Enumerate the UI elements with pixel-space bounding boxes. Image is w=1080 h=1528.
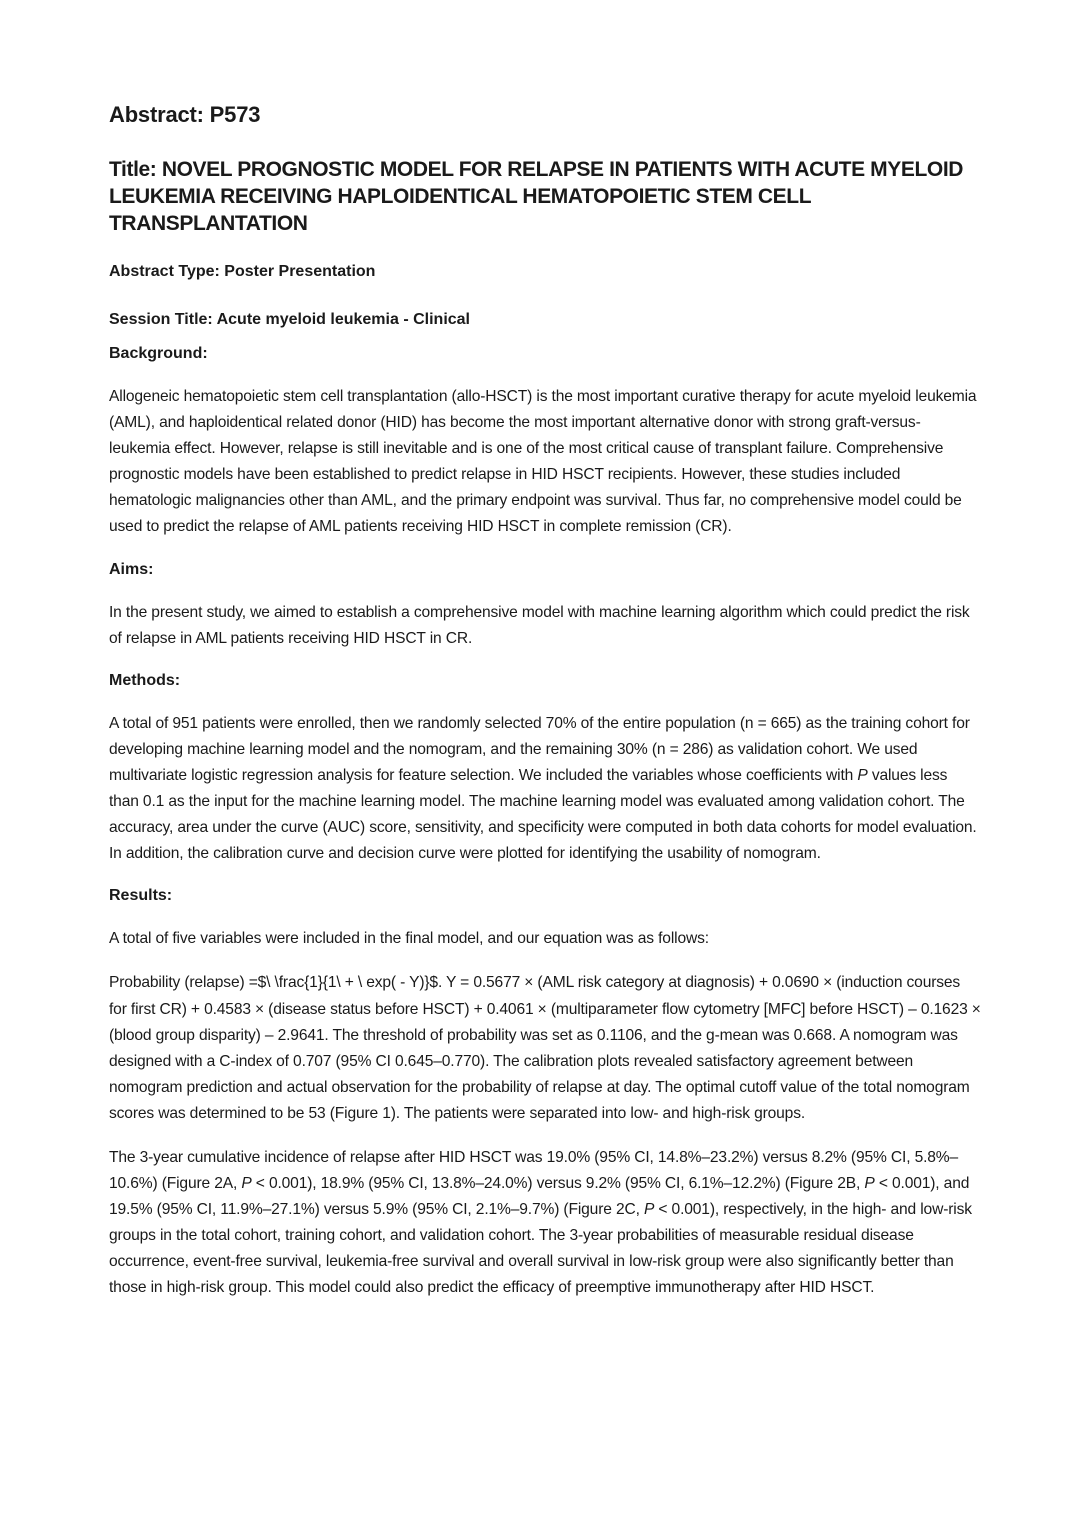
results-equation-text: Probability (relapse) =$\ \frac{1}{1\ + \ exp( - Y)}$. Y = 0.5677 × (AML risk category at diagnosis) + 0.0690 × (induction courses for first CR) + 0.4583 × (disease status before HSCT) + 0.4061 × (multiparameter flow cytometry [MFC] before HSCT) – 0.1623 × (blood group disparity) – 2.9641. The threshold of probability was set as 0.1106, and the g-mean was 0.668. A nomogram was designed with a C-index of 0.707 (95% CI 0.645–0.770). The calibration plots revealed satisfactory agreement between nomogram prediction and actual observation for the probability of relapse at day. The optimal cutoff value of the total nomogram scores was determined to be 53 (Figure 1). The patients were separated into low- and high-risk groups.: [109, 974, 981, 1122]
abstract-page: [109, 100, 981, 1320]
session-title: Session Title: Acute myeloid leukemia - Clinical: [109, 311, 470, 328]
results-text-part: < 0.001), 18.9% (95% CI, 13.8%–24.0%) versus 9.2% (95% CI, 6.1%–12.2%) (Figure 2B,: [251, 1175, 865, 1193]
p-value-symbol: P: [241, 1175, 252, 1193]
background-text: Allogeneic hematopoietic stem cell transplantation (allo-HSCT) is the most important curative therapy for acute myeloid leukemia (AML), and haploidentical related donor (HID) has become the most important alternative donor with strong graft-versus-leukemia effect. However, relapse is still inevitable and is one of the most critical cause of transplant failure. Comprehensive prognostic models have been established to predict relapse in HID HSCT recipients. However, these studies included hematologic malignancies other than AML, and the primary endpoint was survival. Thus far, no comprehensive model could be used to predict the relapse of AML patients receiving HID HSCT in complete remission (CR).: [109, 388, 977, 536]
results-text-part: < 0.001), respectively, in the high- and low-risk groups in the total cohort, training cohort, and validation cohort. The 3-year probabilities of measurable residual disease occurrence, event-free survival, leukemia-free survival and overall survival in low-risk group were also significantly better than those in high-risk group. This model could also predict the efficacy of preemptive immunotherapy after HID HSCT.: [109, 1201, 972, 1297]
aims-text: In the present study, we aimed to establish a comprehensive model with machine learning algorithm which could predict the risk of relapse in AML patients receiving HID HSCT in CR.: [109, 603, 970, 647]
abstract-number: Abstract: P573: [109, 102, 261, 127]
p-value-symbol: P: [864, 1175, 875, 1193]
methods-text-part: A total of 951 patients were enrolled, then we randomly selected 70% of the entire population (n = 665) as the training cohort for developing machine learning model and the nomogram, and the remaining 30% (n = 286) as validation cohort. We used multivariate logistic regression analysis for feature selection. We included the variables whose coefficients with: [109, 714, 970, 784]
methods-text: [109, 711, 981, 868]
p-value-symbol: P: [857, 766, 868, 784]
abstract-type: Abstract Type: Poster Presentation: [109, 263, 376, 280]
results-text-part: < 0.001), and 19.5% (95% CI, 11.9%–27.1%) versus 5.9% (95% CI, 2.1%–9.7%) (Figure 2C,: [109, 1175, 970, 1219]
aims-heading: Aims:: [109, 560, 154, 578]
abstract-title: Title: NOVEL PROGNOSTIC MODEL FOR RELAPSE IN PATIENTS WITH ACUTE MYELOID LEUKEMIA RECEIVING HAPLOIDENTICAL HEMATOPOIETIC STEM CELL TRANSPLANTATION: [109, 158, 964, 235]
results-text-part: The 3-year cumulative incidence of relapse after HID HSCT was 19.0% (95% CI, 14.8%–23.2%) versus 8.2% (95% CI, 5.8%–10.6%) (Figure 2A,: [109, 1148, 959, 1193]
results-heading: Results:: [109, 887, 173, 905]
results-incidence-text: [109, 1145, 981, 1302]
p-value-symbol: P: [643, 1201, 655, 1219]
methods-heading: Methods:: [109, 671, 181, 689]
methods-text-part: values less than 0.1 as the input for the machine learning model. The machine learning model was evaluated among validation cohort. The accuracy, area under the curve (AUC) score, sensitivity, and specificity were computed in both data cohorts for model evaluation. In addition, the calibration curve and decision curve were plotted for identifying the usability of nomogram.: [109, 766, 977, 863]
results-intro-text: A total of five variables were included in the final model, and our equation was as follows:: [109, 930, 709, 948]
background-heading: Background:: [109, 345, 208, 362]
